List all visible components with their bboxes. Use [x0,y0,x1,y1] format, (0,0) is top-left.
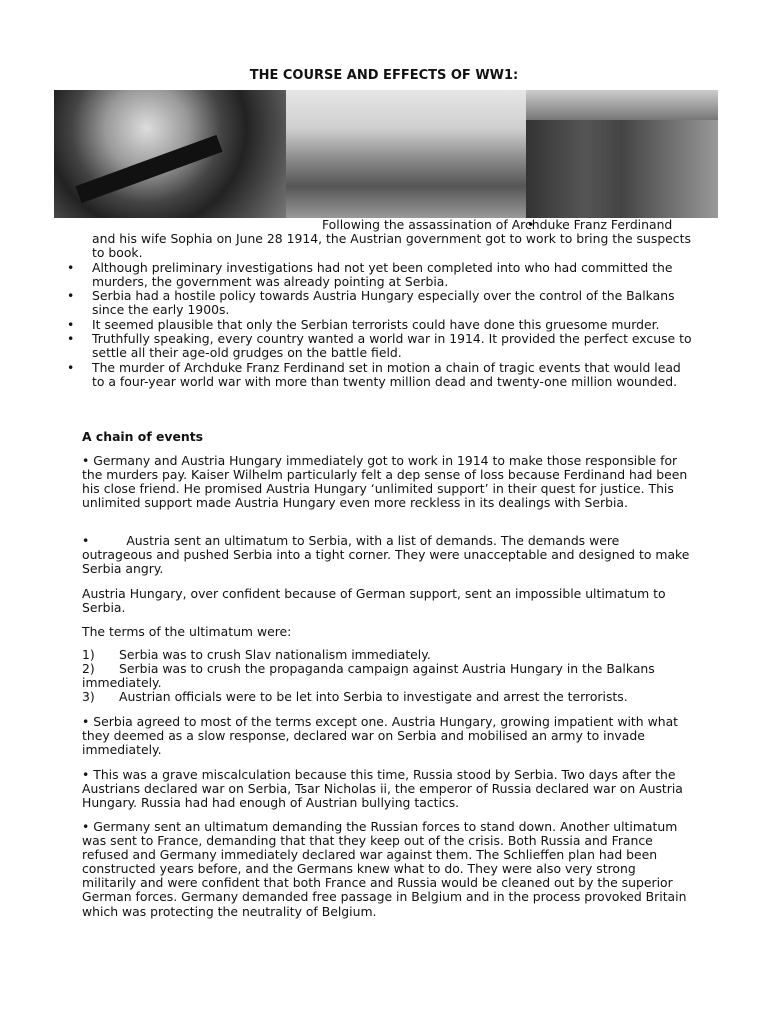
list-item: • It seemed plausible that only the Serbian terrorists could have done this gruesome murder. [0,318,697,332]
list-item: • Truthfully speaking, every country wanted a world war in 1914. It provided the perfect excuse to settle all their age-old grudges on the battle field. [0,332,697,360]
paragraph: • Germany sent an ultimatum demanding the Russian forces to stand down. Another ultimatum was sent to France, demanding that that they keep out of the crisis. Both Russia and France refused and Germany immediately declared war against them. The Schlieffen plan had been constructed years before, and the Germans knew what to do. They were also very strong militarily and were confident that both France and Russia would be cleaned out by the superior German forces. Germany demanded free passage in Belgium and in the process provoked Britain which was protecting the neutrality of Belgium. [82,819,687,919]
machine-gun-crew-photo [54,90,286,218]
intro-bullet-list [0,218,768,389]
paragraph: • This was a grave miscalculation because this time, Russia stood by Serbia. Two days after the Austrians declared war on Serbia, Tsar Nicholas ii, the emperor of Russia declared war on Austria Hungary. Russia had had enough of Austrian bullying tactics. [82,767,683,811]
terms-list [82,648,692,704]
document-title: THE COURSE AND EFFECTS OF WW1: [249,68,519,83]
photo-strip [54,90,718,218]
list-item: 1) Serbia was to crush Slav nationalism immediately. [82,647,431,662]
trench-soldiers-photo [526,90,718,218]
paragraph: • Austria sent an ultimatum to Serbia, with a list of demands. The demands were outrageous and pushed Serbia into a tight corner. They were unacceptable and designed to make Serbia angry. [82,533,690,577]
list-item: 2) Serbia was to crush the propaganda campaign against Austria Hungary in the Balkans immediately. [82,661,655,691]
list-item: • Following the assassination of Archduke Franz Ferdinand and his wife Sophia on June 28 1914, the Austrian government got to work to bring the suspects to book. [0,218,697,260]
list-item: 3) Austrian officials were to be let into Serbia to investigate and arrest the terrorists. [82,689,628,705]
list-item: • The murder of Archduke Franz Ferdinand set in motion a chain of tragic events that would lead to a four-year world war with more than twenty million dead and twenty-one million wounded. [0,361,697,389]
paragraph: • Germany and Austria Hungary immediately got to work in 1914 to make those responsible for the murders pay. Kaiser Wilhelm particularly felt a dep sense of loss because Ferdinand had been his close friend. He promised Austria Hungary ‘unlimited support’ in their quest for justice. This unlimited support made Austria Hungary even more reckless in its dealings with Serbia. [82,453,688,511]
paragraph: Austria Hungary, over confident because of German support, sent an impossible ultimatum to Serbia. [82,586,666,616]
list-item: • Although preliminary investigations had not yet been completed into who had committed the murders, the government was already pointing at Serbia. [0,261,697,289]
paragraph: The terms of the ultimatum were: [82,624,292,639]
list-item: • Serbia had a hostile policy towards Austria Hungary especially over the control of the Balkans since the early 1900s. [0,289,697,317]
bullet: • [82,533,90,548]
paragraph: • Serbia agreed to most of the terms except one. Austria Hungary, growing impatient with what they deemed as a slow response, declared war on Serbia and mobilised an army to invade immediately. [82,714,679,758]
battlefield-photo [286,90,526,218]
section-heading: A chain of events [82,429,204,444]
